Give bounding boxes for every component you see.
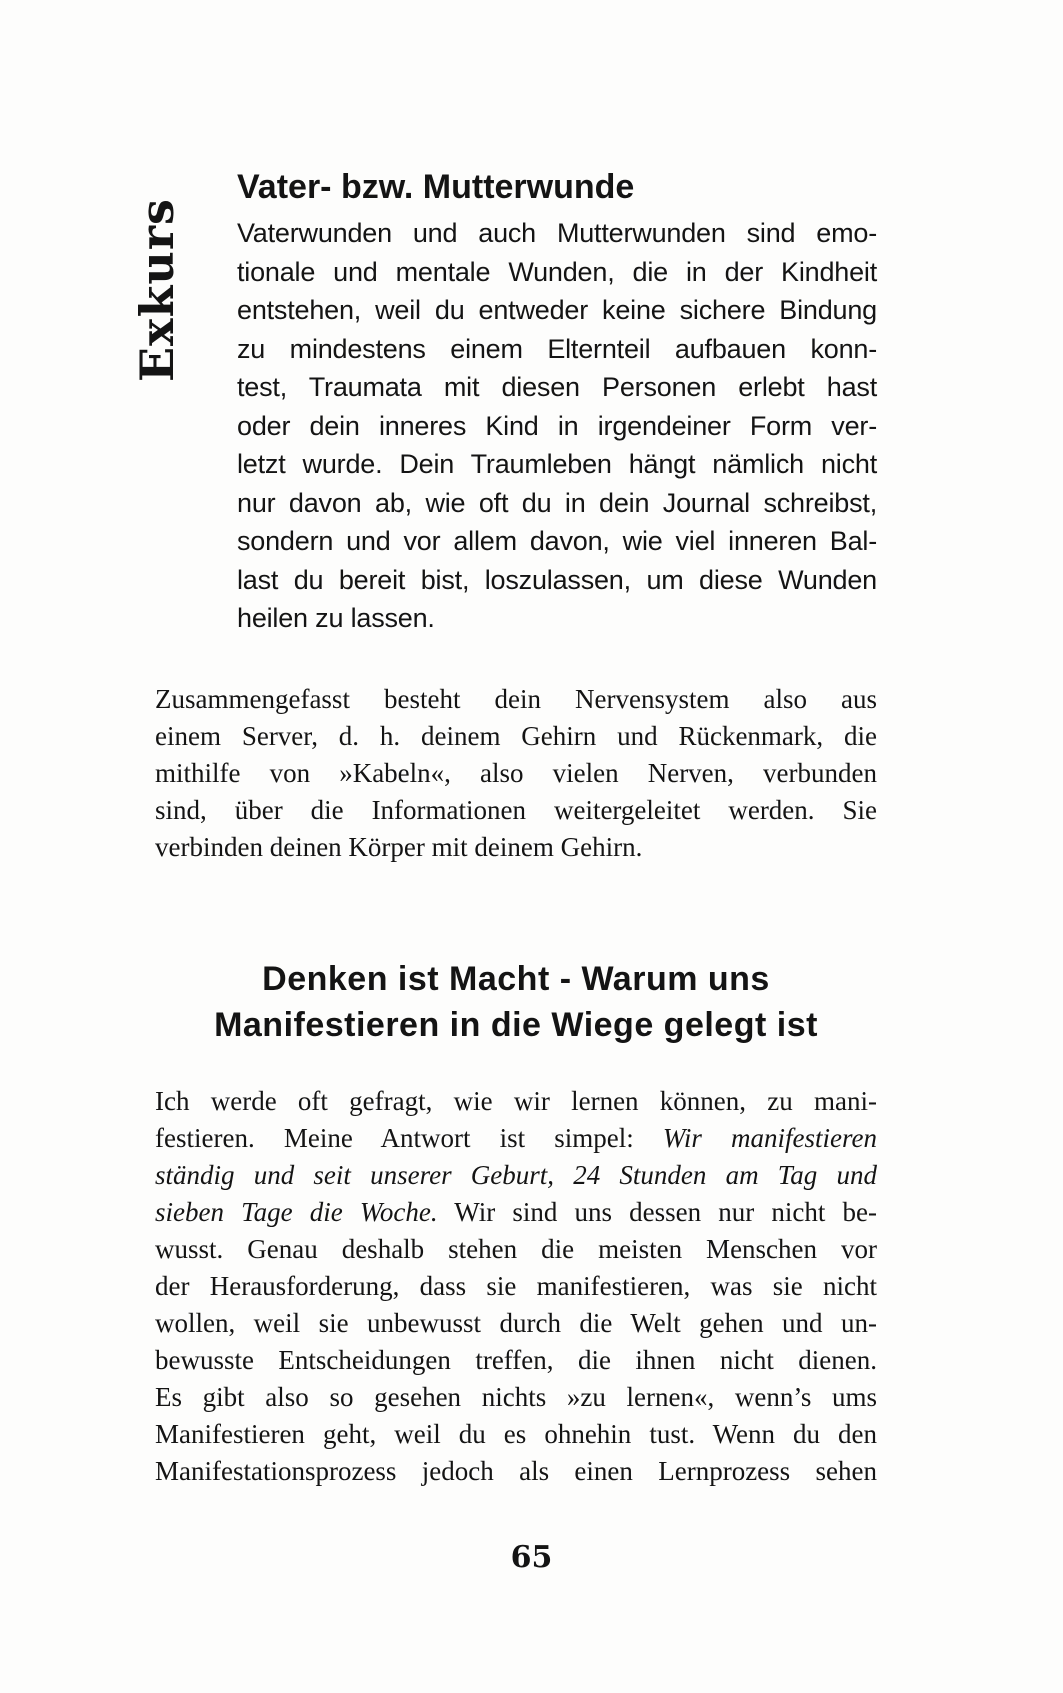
summary-paragraph	[155, 681, 877, 866]
text-line	[155, 1083, 877, 1120]
text-line	[155, 1194, 877, 1231]
section-heading	[155, 956, 877, 1048]
text-segment: wusst. Genau deshalb stehen die meisten Menschen vor	[155, 1234, 877, 1264]
section-paragraph	[155, 1083, 877, 1490]
text-segment: Wir sind uns dessen nur nicht be-	[437, 1197, 877, 1227]
text-segment: Manifestieren geht, weil du es ohnehin tust. Wenn du den	[155, 1419, 877, 1449]
text-line: last du bereit bist, loszulassen, um diese Wunden	[237, 564, 877, 595]
italic-text-segment: sieben Tage die Woche.	[155, 1197, 438, 1227]
text-line: einem Server, d. h. deinem Gehirn und Rückenmark, die	[155, 721, 877, 751]
text-line: sondern und vor allem davon, wie viel inneren Bal-	[237, 526, 877, 556]
text-line: entstehen, weil du entweder keine sichere Bindung	[237, 295, 877, 325]
text-line: mithilfe von »Kabeln«, also vielen Nerven, verbunden	[155, 758, 877, 788]
excursus-margin-label: Exkurs	[130, 198, 184, 382]
text-line: tionale und mentale Wunden, die in der Kindheit	[237, 256, 877, 287]
text-line: Vaterwunden und auch Mutterwunden sind emo-	[237, 218, 877, 248]
excursus-heading: Vater- bzw. Mutterwunde	[237, 168, 635, 206]
text-segment: Manifestationsprozess jedoch als einen Lernprozess sehen	[155, 1456, 877, 1486]
text-line	[155, 1342, 877, 1379]
text-line: test, Traumata mit diesen Personen erlebt hast	[237, 372, 877, 402]
italic-text-segment: Wir manifestieren	[662, 1123, 877, 1153]
text-line	[155, 1268, 877, 1305]
text-line: oder dein inneres Kind in irgendeiner Form ver-	[237, 410, 877, 441]
text-line	[155, 1305, 877, 1342]
text-line	[155, 1416, 877, 1453]
text-segment: bewusste Entscheidungen treffen, die ihnen nicht dienen.	[155, 1345, 877, 1375]
text-segment: festieren. Meine Antwort ist simpel:	[155, 1123, 663, 1153]
text-line	[155, 1157, 877, 1194]
text-line	[155, 1453, 877, 1490]
text-line: letzt wurde. Dein Traumleben hängt nämlich nicht	[237, 449, 877, 479]
text-line: verbinden deinen Körper mit deinem Gehirn.	[155, 832, 643, 862]
text-line	[155, 1120, 877, 1157]
text-line: nur davon ab, wie oft du in dein Journal schreibst,	[237, 487, 877, 518]
text-segment: Es gibt also so gesehen nichts »zu lernen«, wenn’s ums	[155, 1382, 877, 1412]
text-line: Zusammengefasst besteht dein Nervensystem also aus	[155, 684, 877, 714]
text-line	[155, 1231, 877, 1268]
text-line	[155, 1379, 877, 1416]
excursus-paragraph	[237, 214, 877, 638]
page-number: 65	[510, 1540, 553, 1575]
text-line: zu mindestens einem Elternteil aufbauen konn-	[237, 333, 877, 364]
text-segment: Ich werde oft gefragt, wie wir lernen können, zu mani-	[155, 1086, 877, 1116]
italic-text-segment: ständig und seit unserer Geburt, 24 Stunden am Tag und	[155, 1160, 877, 1190]
text-line: sind, über die Informationen weitergeleitet werden. Sie	[155, 795, 877, 825]
section-heading-line-1: Denken ist Macht - Warum uns	[262, 960, 770, 998]
text-segment: der Herausforderung, dass sie manifestieren, was sie nicht	[155, 1271, 877, 1301]
text-segment: wollen, weil sie unbewusst durch die Welt gehen und un-	[155, 1308, 877, 1338]
text-line: heilen zu lassen.	[237, 603, 435, 633]
section-heading-line-2: Manifestieren in die Wiege gelegt ist	[214, 1006, 818, 1044]
